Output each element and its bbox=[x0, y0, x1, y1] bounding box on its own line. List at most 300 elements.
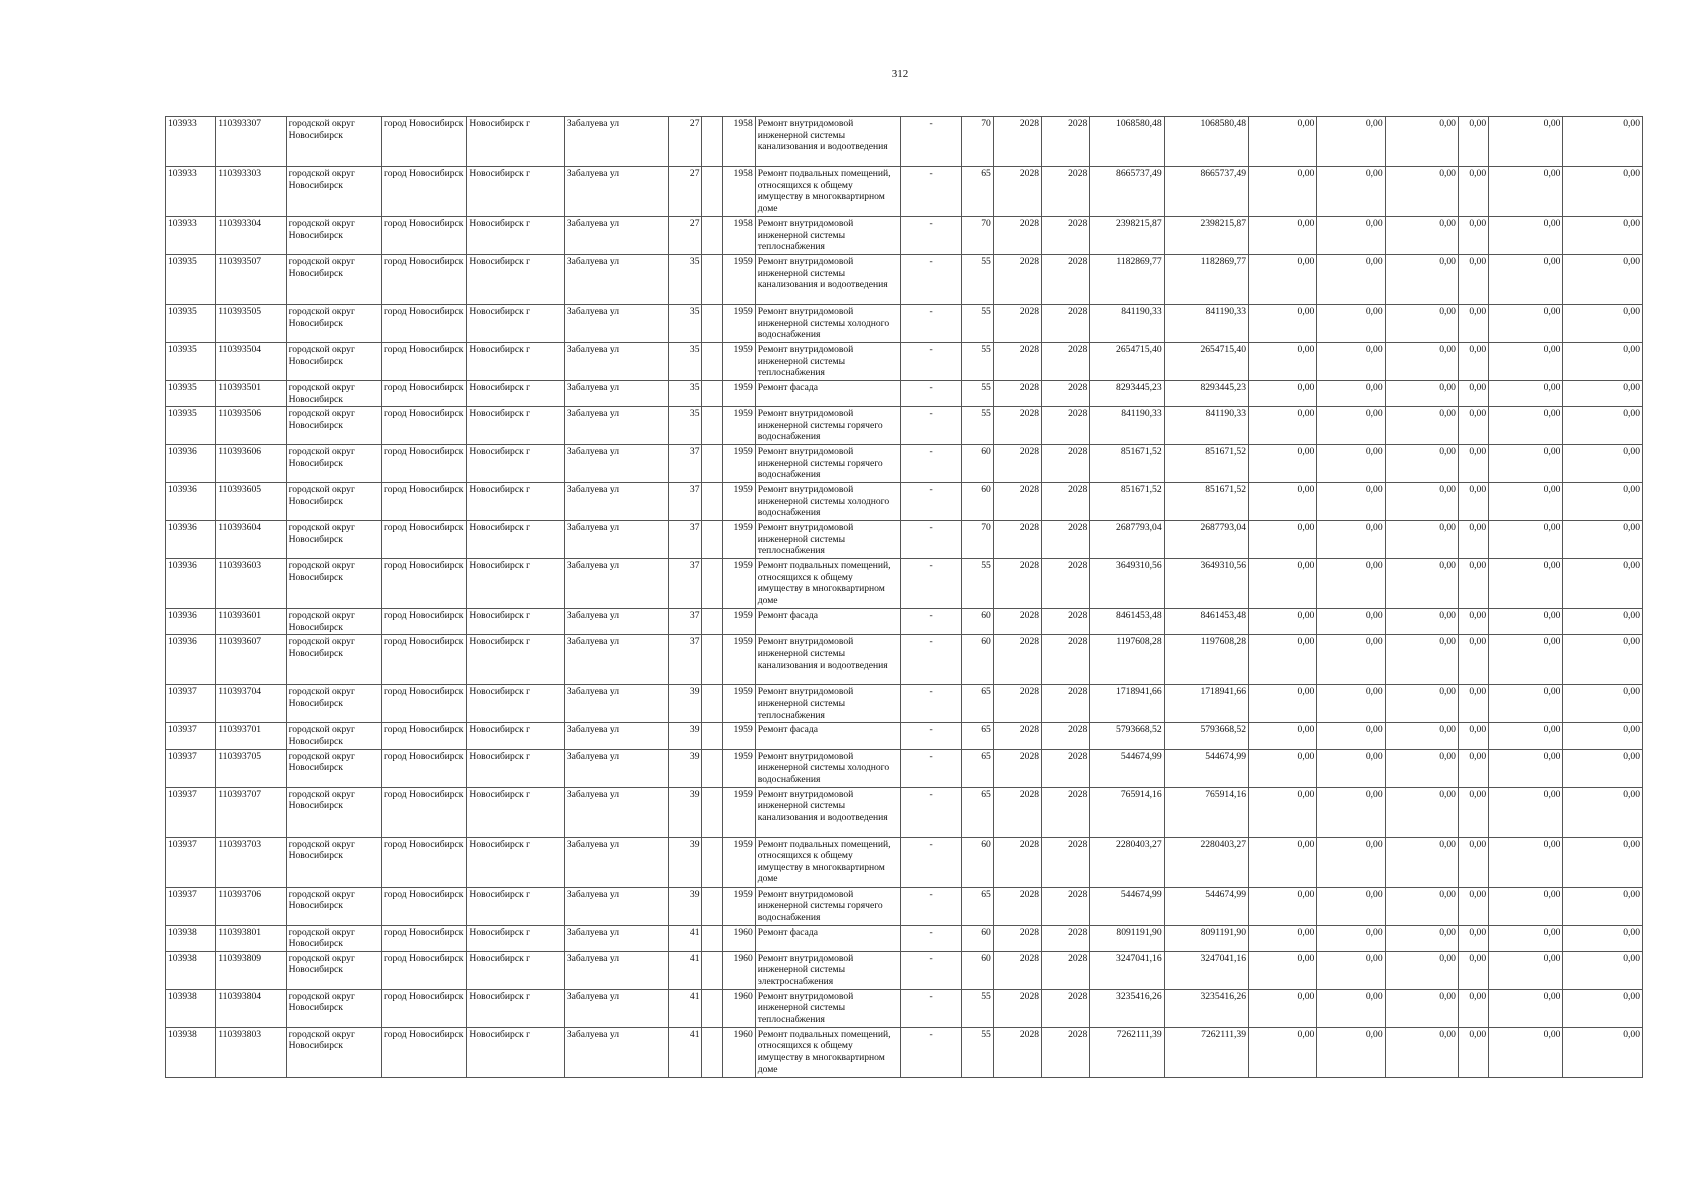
cell-work: Ремонт фасада bbox=[755, 925, 901, 951]
cell-c2: 0,00 bbox=[1317, 305, 1385, 343]
cell-plan-to: 2028 bbox=[1042, 749, 1090, 787]
cell-settlement: город Новосибирск bbox=[382, 343, 467, 381]
cell-house: 39 bbox=[669, 837, 702, 887]
cell-c2: 0,00 bbox=[1317, 167, 1385, 217]
cell-plan-to: 2028 bbox=[1042, 305, 1090, 343]
cell-code: 110393303 bbox=[216, 167, 286, 217]
cell-id: 103935 bbox=[166, 255, 216, 305]
cell-year: 1959 bbox=[722, 305, 755, 343]
cell-cost-total: 851671,52 bbox=[1090, 445, 1164, 483]
cell-letter bbox=[702, 217, 722, 255]
cell-street: Забалуева ул bbox=[564, 685, 668, 723]
cell-c5: 0,00 bbox=[1489, 609, 1563, 635]
cell-c6: 0,00 bbox=[1563, 217, 1643, 255]
table-row bbox=[166, 1027, 1643, 1077]
cell-city: Новосибирск г bbox=[467, 255, 564, 305]
cell-municipality: городской округ Новосибирск bbox=[286, 559, 381, 609]
cell-c6: 0,00 bbox=[1563, 167, 1643, 217]
cell-id: 103937 bbox=[166, 837, 216, 887]
cell-plan-from: 2028 bbox=[993, 837, 1041, 887]
cell-code: 110393504 bbox=[216, 343, 286, 381]
cell-plan-from: 2028 bbox=[993, 559, 1041, 609]
cell-id: 103933 bbox=[166, 117, 216, 167]
cell-work: Ремонт подвальных помещений, относящихся к общему имуществу в многоквартирном доме bbox=[755, 167, 901, 217]
cell-cost-total: 2398215,87 bbox=[1090, 217, 1164, 255]
cell-code: 110393703 bbox=[216, 837, 286, 887]
cell-c4: 0,00 bbox=[1458, 749, 1488, 787]
cell-c4: 0,00 bbox=[1458, 925, 1488, 951]
cell-cost-total: 5793668,52 bbox=[1090, 723, 1164, 749]
cell-c1: 0,00 bbox=[1249, 635, 1317, 685]
cell-city: Новосибирск г bbox=[467, 483, 564, 521]
cell-c1: 0,00 bbox=[1249, 685, 1317, 723]
cell-work: Ремонт фасада bbox=[755, 723, 901, 749]
cell-settlement: город Новосибирск bbox=[382, 685, 467, 723]
cell-wear: 70 bbox=[961, 217, 993, 255]
cell-year: 1959 bbox=[722, 255, 755, 305]
cell-city: Новосибирск г bbox=[467, 989, 564, 1027]
cell-work: Ремонт внутридомовой инженерной системы теплоснабжения bbox=[755, 217, 901, 255]
cell-cost-total: 3649310,56 bbox=[1090, 559, 1164, 609]
table-row bbox=[166, 167, 1643, 217]
cell-city: Новосибирск г bbox=[467, 445, 564, 483]
cell-c4: 0,00 bbox=[1458, 407, 1488, 445]
cell-c2: 0,00 bbox=[1317, 837, 1385, 887]
cell-c6: 0,00 bbox=[1563, 1027, 1643, 1077]
cell-letter bbox=[702, 635, 722, 685]
cell-cost-fund: 2280403,27 bbox=[1164, 837, 1248, 887]
cell-plan-from: 2028 bbox=[993, 887, 1041, 925]
cell-house: 35 bbox=[669, 255, 702, 305]
cell-plan-from: 2028 bbox=[993, 609, 1041, 635]
cell-plan-from: 2028 bbox=[993, 925, 1041, 951]
cell-id: 103938 bbox=[166, 1027, 216, 1077]
cell-work: Ремонт подвальных помещений, относящихся к общему имуществу в многоквартирном доме bbox=[755, 1027, 901, 1077]
cell-c2: 0,00 bbox=[1317, 445, 1385, 483]
cell-id: 103938 bbox=[166, 989, 216, 1027]
cell-id: 103933 bbox=[166, 217, 216, 255]
cell-letter bbox=[702, 1027, 722, 1077]
cell-wear: 65 bbox=[961, 723, 993, 749]
cell-city: Новосибирск г bbox=[467, 887, 564, 925]
cell-street: Забалуева ул bbox=[564, 217, 668, 255]
cell-year: 1960 bbox=[722, 925, 755, 951]
cell-c3: 0,00 bbox=[1385, 305, 1458, 343]
cell-cost-total: 7262111,39 bbox=[1090, 1027, 1164, 1077]
cell-wear: 55 bbox=[961, 381, 993, 407]
cell-settlement: город Новосибирск bbox=[382, 609, 467, 635]
cell-id: 103936 bbox=[166, 521, 216, 559]
cell-year: 1959 bbox=[722, 749, 755, 787]
cell-cost-fund: 5793668,52 bbox=[1164, 723, 1248, 749]
cell-year: 1959 bbox=[722, 685, 755, 723]
cell-code: 110393607 bbox=[216, 635, 286, 685]
cell-wear: 55 bbox=[961, 343, 993, 381]
cell-c2: 0,00 bbox=[1317, 407, 1385, 445]
cell-c2: 0,00 bbox=[1317, 609, 1385, 635]
cell-c6: 0,00 bbox=[1563, 609, 1643, 635]
cell-letter bbox=[702, 685, 722, 723]
cell-c3: 0,00 bbox=[1385, 483, 1458, 521]
cell-dash: - bbox=[901, 483, 961, 521]
table-row bbox=[166, 559, 1643, 609]
cell-id: 103938 bbox=[166, 925, 216, 951]
cell-plan-to: 2028 bbox=[1042, 167, 1090, 217]
cell-c1: 0,00 bbox=[1249, 381, 1317, 407]
cell-c3: 0,00 bbox=[1385, 787, 1458, 837]
cell-c1: 0,00 bbox=[1249, 925, 1317, 951]
cell-code: 110393704 bbox=[216, 685, 286, 723]
cell-city: Новосибирск г bbox=[467, 217, 564, 255]
cell-street: Забалуева ул bbox=[564, 117, 668, 167]
cell-plan-to: 2028 bbox=[1042, 483, 1090, 521]
cell-city: Новосибирск г bbox=[467, 407, 564, 445]
cell-id: 103937 bbox=[166, 749, 216, 787]
cell-c6: 0,00 bbox=[1563, 749, 1643, 787]
cell-plan-to: 2028 bbox=[1042, 723, 1090, 749]
table-row bbox=[166, 749, 1643, 787]
cell-plan-to: 2028 bbox=[1042, 117, 1090, 167]
cell-year: 1959 bbox=[722, 483, 755, 521]
cell-c4: 0,00 bbox=[1458, 167, 1488, 217]
cell-c2: 0,00 bbox=[1317, 951, 1385, 989]
cell-cost-fund: 8091191,90 bbox=[1164, 925, 1248, 951]
cell-code: 110393507 bbox=[216, 255, 286, 305]
cell-settlement: город Новосибирск bbox=[382, 723, 467, 749]
cell-cost-total: 851671,52 bbox=[1090, 483, 1164, 521]
cell-code: 110393801 bbox=[216, 925, 286, 951]
cell-dash: - bbox=[901, 887, 961, 925]
cell-year: 1960 bbox=[722, 1027, 755, 1077]
cell-c4: 0,00 bbox=[1458, 989, 1488, 1027]
cell-work: Ремонт внутридомовой инженерной системы холодного водоснабжения bbox=[755, 305, 901, 343]
cell-cost-total: 8293445,23 bbox=[1090, 381, 1164, 407]
cell-house: 35 bbox=[669, 343, 702, 381]
cell-settlement: город Новосибирск bbox=[382, 483, 467, 521]
cell-year: 1960 bbox=[722, 951, 755, 989]
cell-dash: - bbox=[901, 255, 961, 305]
cell-wear: 55 bbox=[961, 559, 993, 609]
cell-work: Ремонт фасада bbox=[755, 609, 901, 635]
cell-municipality: городской округ Новосибирск bbox=[286, 723, 381, 749]
table-row bbox=[166, 117, 1643, 167]
cell-letter bbox=[702, 925, 722, 951]
cell-c5: 0,00 bbox=[1489, 343, 1563, 381]
cell-street: Забалуева ул bbox=[564, 951, 668, 989]
cell-c1: 0,00 bbox=[1249, 1027, 1317, 1077]
cell-id: 103933 bbox=[166, 167, 216, 217]
cell-c1: 0,00 bbox=[1249, 217, 1317, 255]
table-row bbox=[166, 445, 1643, 483]
cell-plan-from: 2028 bbox=[993, 723, 1041, 749]
cell-code: 110393701 bbox=[216, 723, 286, 749]
cell-dash: - bbox=[901, 117, 961, 167]
cell-plan-from: 2028 bbox=[993, 305, 1041, 343]
cell-house: 35 bbox=[669, 305, 702, 343]
cell-city: Новосибирск г bbox=[467, 305, 564, 343]
table-row bbox=[166, 255, 1643, 305]
cell-c3: 0,00 bbox=[1385, 1027, 1458, 1077]
cell-municipality: городской округ Новосибирск bbox=[286, 837, 381, 887]
cell-c3: 0,00 bbox=[1385, 989, 1458, 1027]
cell-municipality: городской округ Новосибирск bbox=[286, 951, 381, 989]
cell-c5: 0,00 bbox=[1489, 559, 1563, 609]
cell-street: Забалуева ул bbox=[564, 749, 668, 787]
cell-c4: 0,00 bbox=[1458, 343, 1488, 381]
cell-letter bbox=[702, 951, 722, 989]
cell-municipality: городской округ Новосибирск bbox=[286, 635, 381, 685]
cell-dash: - bbox=[901, 925, 961, 951]
cell-work: Ремонт внутридомовой инженерной системы холодного водоснабжения bbox=[755, 749, 901, 787]
cell-settlement: город Новосибирск bbox=[382, 887, 467, 925]
table-row bbox=[166, 343, 1643, 381]
cell-id: 103935 bbox=[166, 305, 216, 343]
cell-city: Новосибирск г bbox=[467, 635, 564, 685]
cell-c2: 0,00 bbox=[1317, 887, 1385, 925]
cell-house: 37 bbox=[669, 483, 702, 521]
cell-year: 1959 bbox=[722, 521, 755, 559]
cell-street: Забалуева ул bbox=[564, 483, 668, 521]
cell-c3: 0,00 bbox=[1385, 445, 1458, 483]
cell-house: 41 bbox=[669, 951, 702, 989]
cell-plan-to: 2028 bbox=[1042, 989, 1090, 1027]
cell-plan-from: 2028 bbox=[993, 749, 1041, 787]
cell-wear: 65 bbox=[961, 887, 993, 925]
cell-house: 37 bbox=[669, 635, 702, 685]
cell-c1: 0,00 bbox=[1249, 255, 1317, 305]
cell-dash: - bbox=[901, 445, 961, 483]
cell-letter bbox=[702, 609, 722, 635]
cell-wear: 70 bbox=[961, 117, 993, 167]
cell-cost-fund: 2687793,04 bbox=[1164, 521, 1248, 559]
table-row bbox=[166, 381, 1643, 407]
cell-code: 110393605 bbox=[216, 483, 286, 521]
cell-cost-total: 3247041,16 bbox=[1090, 951, 1164, 989]
table-row bbox=[166, 925, 1643, 951]
cell-c1: 0,00 bbox=[1249, 483, 1317, 521]
cell-cost-fund: 8461453,48 bbox=[1164, 609, 1248, 635]
cell-c5: 0,00 bbox=[1489, 407, 1563, 445]
cell-cost-fund: 3235416,26 bbox=[1164, 989, 1248, 1027]
cell-c3: 0,00 bbox=[1385, 167, 1458, 217]
cell-code: 110393705 bbox=[216, 749, 286, 787]
cell-dash: - bbox=[901, 381, 961, 407]
cell-c5: 0,00 bbox=[1489, 381, 1563, 407]
cell-house: 41 bbox=[669, 989, 702, 1027]
cell-c1: 0,00 bbox=[1249, 407, 1317, 445]
table-row bbox=[166, 609, 1643, 635]
cell-house: 39 bbox=[669, 723, 702, 749]
cell-c3: 0,00 bbox=[1385, 343, 1458, 381]
cell-c2: 0,00 bbox=[1317, 483, 1385, 521]
cell-settlement: город Новосибирск bbox=[382, 749, 467, 787]
cell-cost-fund: 1068580,48 bbox=[1164, 117, 1248, 167]
cell-cost-fund: 7262111,39 bbox=[1164, 1027, 1248, 1077]
cell-c4: 0,00 bbox=[1458, 117, 1488, 167]
cell-house: 37 bbox=[669, 445, 702, 483]
cell-dash: - bbox=[901, 167, 961, 217]
cell-city: Новосибирск г bbox=[467, 559, 564, 609]
cell-id: 103936 bbox=[166, 609, 216, 635]
cell-id: 103936 bbox=[166, 559, 216, 609]
cell-street: Забалуева ул bbox=[564, 887, 668, 925]
register-table bbox=[165, 116, 1643, 1078]
cell-plan-to: 2028 bbox=[1042, 609, 1090, 635]
cell-c3: 0,00 bbox=[1385, 749, 1458, 787]
cell-plan-from: 2028 bbox=[993, 343, 1041, 381]
cell-cost-total: 2280403,27 bbox=[1090, 837, 1164, 887]
cell-year: 1959 bbox=[722, 787, 755, 837]
table-row bbox=[166, 837, 1643, 887]
cell-street: Забалуева ул bbox=[564, 343, 668, 381]
cell-year: 1959 bbox=[722, 837, 755, 887]
cell-municipality: городской округ Новосибирск bbox=[286, 343, 381, 381]
cell-letter bbox=[702, 521, 722, 559]
cell-settlement: город Новосибирск bbox=[382, 559, 467, 609]
table-row bbox=[166, 723, 1643, 749]
cell-settlement: город Новосибирск bbox=[382, 837, 467, 887]
cell-plan-from: 2028 bbox=[993, 407, 1041, 445]
cell-street: Забалуева ул bbox=[564, 609, 668, 635]
cell-id: 103937 bbox=[166, 723, 216, 749]
cell-id: 103936 bbox=[166, 445, 216, 483]
cell-plan-to: 2028 bbox=[1042, 445, 1090, 483]
cell-id: 103936 bbox=[166, 483, 216, 521]
table-row bbox=[166, 483, 1643, 521]
cell-settlement: город Новосибирск bbox=[382, 445, 467, 483]
cell-plan-to: 2028 bbox=[1042, 381, 1090, 407]
cell-letter bbox=[702, 407, 722, 445]
cell-dash: - bbox=[901, 951, 961, 989]
cell-municipality: городской округ Новосибирск bbox=[286, 407, 381, 445]
cell-municipality: городской округ Новосибирск bbox=[286, 217, 381, 255]
cell-cost-total: 841190,33 bbox=[1090, 305, 1164, 343]
cell-c4: 0,00 bbox=[1458, 483, 1488, 521]
cell-plan-from: 2028 bbox=[993, 255, 1041, 305]
cell-letter bbox=[702, 723, 722, 749]
cell-c1: 0,00 bbox=[1249, 887, 1317, 925]
cell-street: Забалуева ул bbox=[564, 925, 668, 951]
cell-municipality: городской округ Новосибирск bbox=[286, 445, 381, 483]
cell-work: Ремонт внутридомовой инженерной системы теплоснабжения bbox=[755, 685, 901, 723]
cell-city: Новосибирск г bbox=[467, 951, 564, 989]
cell-code: 110393707 bbox=[216, 787, 286, 837]
cell-cost-total: 1197608,28 bbox=[1090, 635, 1164, 685]
cell-cost-fund: 841190,33 bbox=[1164, 305, 1248, 343]
cell-letter bbox=[702, 749, 722, 787]
cell-c1: 0,00 bbox=[1249, 837, 1317, 887]
cell-c2: 0,00 bbox=[1317, 255, 1385, 305]
cell-municipality: городской округ Новосибирск bbox=[286, 925, 381, 951]
cell-c2: 0,00 bbox=[1317, 343, 1385, 381]
cell-plan-to: 2028 bbox=[1042, 255, 1090, 305]
cell-work: Ремонт внутридомовой инженерной системы теплоснабжения bbox=[755, 989, 901, 1027]
cell-cost-fund: 3649310,56 bbox=[1164, 559, 1248, 609]
cell-city: Новосибирск г bbox=[467, 609, 564, 635]
cell-cost-total: 1182869,77 bbox=[1090, 255, 1164, 305]
cell-wear: 60 bbox=[961, 837, 993, 887]
cell-id: 103935 bbox=[166, 407, 216, 445]
cell-c4: 0,00 bbox=[1458, 521, 1488, 559]
table-row bbox=[166, 305, 1643, 343]
cell-c3: 0,00 bbox=[1385, 925, 1458, 951]
cell-cost-fund: 841190,33 bbox=[1164, 407, 1248, 445]
cell-c5: 0,00 bbox=[1489, 837, 1563, 887]
cell-cost-total: 1068580,48 bbox=[1090, 117, 1164, 167]
cell-plan-from: 2028 bbox=[993, 1027, 1041, 1077]
cell-c3: 0,00 bbox=[1385, 635, 1458, 685]
cell-work: Ремонт внутридомовой инженерной системы горячего водоснабжения bbox=[755, 407, 901, 445]
cell-street: Забалуева ул bbox=[564, 407, 668, 445]
cell-plan-to: 2028 bbox=[1042, 925, 1090, 951]
cell-dash: - bbox=[901, 609, 961, 635]
cell-dash: - bbox=[901, 407, 961, 445]
cell-c2: 0,00 bbox=[1317, 989, 1385, 1027]
cell-wear: 55 bbox=[961, 305, 993, 343]
cell-c4: 0,00 bbox=[1458, 609, 1488, 635]
cell-c1: 0,00 bbox=[1249, 445, 1317, 483]
cell-cost-total: 3235416,26 bbox=[1090, 989, 1164, 1027]
cell-c1: 0,00 bbox=[1249, 723, 1317, 749]
cell-work: Ремонт внутридомовой инженерной системы канализования и водоотведения bbox=[755, 635, 901, 685]
cell-plan-to: 2028 bbox=[1042, 521, 1090, 559]
cell-c1: 0,00 bbox=[1249, 117, 1317, 167]
cell-wear: 55 bbox=[961, 255, 993, 305]
cell-c3: 0,00 bbox=[1385, 255, 1458, 305]
cell-municipality: городской округ Новосибирск bbox=[286, 887, 381, 925]
cell-settlement: город Новосибирск bbox=[382, 925, 467, 951]
cell-settlement: город Новосибирск bbox=[382, 117, 467, 167]
cell-c6: 0,00 bbox=[1563, 635, 1643, 685]
cell-dash: - bbox=[901, 217, 961, 255]
cell-plan-to: 2028 bbox=[1042, 407, 1090, 445]
cell-code: 110393803 bbox=[216, 1027, 286, 1077]
cell-c6: 0,00 bbox=[1563, 521, 1643, 559]
cell-c1: 0,00 bbox=[1249, 787, 1317, 837]
cell-c4: 0,00 bbox=[1458, 723, 1488, 749]
cell-code: 110393604 bbox=[216, 521, 286, 559]
table-row bbox=[166, 521, 1643, 559]
cell-c6: 0,00 bbox=[1563, 255, 1643, 305]
cell-settlement: город Новосибирск bbox=[382, 989, 467, 1027]
cell-c4: 0,00 bbox=[1458, 1027, 1488, 1077]
cell-plan-to: 2028 bbox=[1042, 951, 1090, 989]
cell-house: 37 bbox=[669, 559, 702, 609]
cell-cost-total: 544674,99 bbox=[1090, 887, 1164, 925]
cell-c5: 0,00 bbox=[1489, 305, 1563, 343]
cell-work: Ремонт фасада bbox=[755, 381, 901, 407]
cell-year: 1958 bbox=[722, 167, 755, 217]
cell-house: 41 bbox=[669, 925, 702, 951]
cell-dash: - bbox=[901, 749, 961, 787]
cell-letter bbox=[702, 305, 722, 343]
cell-c5: 0,00 bbox=[1489, 217, 1563, 255]
cell-wear: 60 bbox=[961, 445, 993, 483]
cell-c6: 0,00 bbox=[1563, 837, 1643, 887]
cell-settlement: город Новосибирск bbox=[382, 255, 467, 305]
cell-c6: 0,00 bbox=[1563, 445, 1643, 483]
cell-c4: 0,00 bbox=[1458, 305, 1488, 343]
cell-city: Новосибирск г bbox=[467, 117, 564, 167]
cell-cost-total: 2687793,04 bbox=[1090, 521, 1164, 559]
cell-cost-fund: 8665737,49 bbox=[1164, 167, 1248, 217]
cell-settlement: город Новосибирск bbox=[382, 787, 467, 837]
cell-settlement: город Новосибирск bbox=[382, 381, 467, 407]
cell-c3: 0,00 bbox=[1385, 685, 1458, 723]
cell-settlement: город Новосибирск bbox=[382, 635, 467, 685]
cell-year: 1959 bbox=[722, 609, 755, 635]
cell-code: 110393603 bbox=[216, 559, 286, 609]
